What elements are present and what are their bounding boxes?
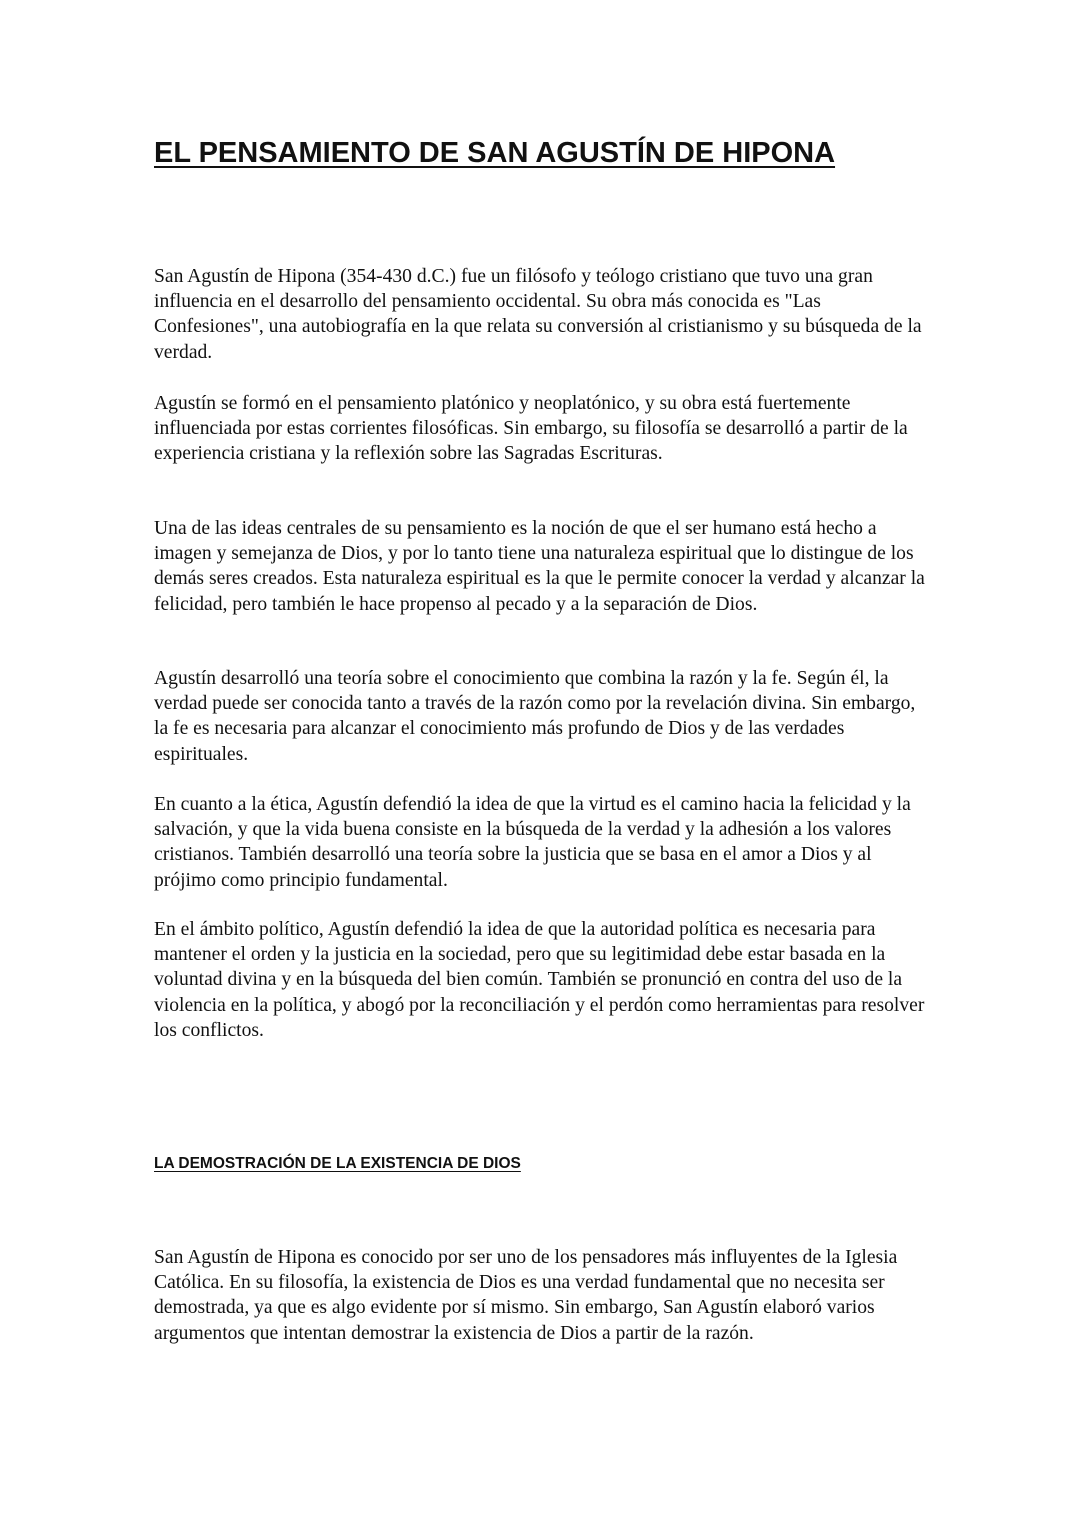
paragraph-existence-of-god: San Agustín de Hipona es conocido por ser uno de los pensadores más influyentes de la Iglesia Católica. En su filosofía, la existencia de Dios es una verdad fundamental que no necesita ser demostrada, ya que es algo evidente por sí mismo. Sin embargo, San Agustín elaboró varios argumentos que intentan demostrar la existencia de Dios a partir de la razón. [154,1247,898,1344]
paragraph-human-nature: Una de las ideas centrales de su pensamiento es la noción de que el ser humano está hecho a imagen y semejanza de Dios, y por lo tanto tiene una naturaleza espiritual que lo distingue de los demás seres creados. Esta naturaleza espiritual es la que le permite conocer la verdad y alcanzar la felicidad, pero también le hace propenso al pecado y a la separación de Dios. [154,518,925,615]
paragraph-intro: San Agustín de Hipona (354-430 d.C.) fue un filósofo y teólogo cristiano que tuvo una gran influencia en el desarrollo del pensamiento occidental. Su obra más conocida es "Las Confesiones", una autobiografía en la que relata su conversión al cristianismo y su búsqueda de la verdad. [154,266,922,363]
document-title: EL PENSAMIENTO DE SAN AGUSTÍN DE HIPONA [154,137,836,169]
paragraph-formation: Agustín se formó en el pensamiento platónico y neoplatónico, y su obra está fuertemente influenciada por estas corrientes filosóficas. Sin embargo, su filosofía se desarrolló a partir de la experiencia cristiana y la reflexión sobre las Sagradas Escrituras. [154,393,908,465]
paragraph-knowledge: Agustín desarrolló una teoría sobre el conocimiento que combina la razón y la fe. Según él, la verdad puede ser conocida tanto a través de la razón como por la revelación divina. Sin embargo, la fe es necesaria para alcanzar el conocimiento más profundo de Dios y de las verdades espirituales. [154,668,916,765]
paragraph-ethics: En cuanto a la ética, Agustín defendió la idea de que la virtud es el camino hacia la felicidad y la salvación, y que la vida buena consiste en la búsqueda de la verdad y la adhesión a los valores cristianos. También desarrolló una teoría sobre la justicia que se basa en el amor a Dios y al prójimo como principio fundamental. [154,794,911,891]
section-title: LA DEMOSTRACIÓN DE LA EXISTENCIA DE DIOS [154,1155,521,1172]
paragraph-politics: En el ámbito político, Agustín defendió la idea de que la autoridad política es necesaria para mantener el orden y la justicia en la sociedad, pero que su legitimidad debe estar basada en la voluntad divina y en la búsqueda del bien común. También se pronunció en contra del uso de la violencia en la política, y abogó por la reconciliación y el perdón como herramientas para resolver los conflictos. [154,919,925,1041]
